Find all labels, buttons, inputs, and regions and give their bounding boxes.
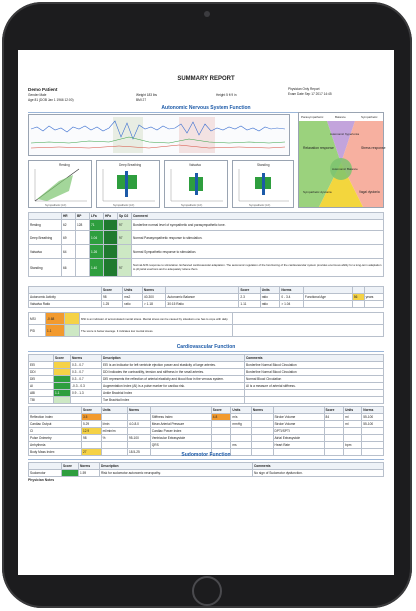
ans-scores-table (28, 286, 384, 308)
score-header: Units (101, 407, 127, 414)
cardio-table (28, 354, 384, 404)
score-value: 98 (102, 294, 123, 301)
psy-comment: The score is below average. It indicates low mental stress. (80, 325, 233, 337)
balance-label-vagal: Vagal dystonia (359, 190, 380, 194)
score-units (344, 428, 362, 435)
ans-cell (76, 231, 90, 245)
score-header: Units (123, 287, 143, 294)
ans-cell (104, 231, 118, 245)
score-norms (362, 442, 384, 449)
score-value (211, 428, 231, 435)
patient-bmi: BMI 27 (136, 98, 147, 102)
score-label: Stroke Volume (273, 414, 324, 421)
table-row (29, 383, 384, 390)
front-camera (204, 11, 210, 17)
score-units (344, 435, 362, 442)
section-cardio: Cardiovascular Function (28, 344, 384, 352)
score-value: 4.8 (211, 414, 231, 421)
score-norms: > 1.18 (142, 301, 166, 308)
sudo-header (29, 463, 62, 470)
ans-row-label: Deep Breathing (29, 231, 62, 245)
score-norms (127, 414, 150, 421)
balance-label-autobal: Autonomic Balance (332, 167, 358, 171)
score-label: Arrhythmia (29, 442, 82, 449)
mini-title: Standing (257, 163, 270, 167)
ans-cell: 97 (118, 220, 132, 231)
balance-label-para: Parasympathetic (301, 115, 324, 119)
ans-cell: 69 (62, 231, 76, 245)
psy-table (28, 312, 384, 337)
score-header (166, 287, 239, 294)
functional-age-label: Functional Age (303, 294, 352, 301)
ans-header: LFa (90, 213, 104, 220)
score-value: 1.11 (239, 301, 260, 308)
ans-cell (104, 220, 118, 231)
patient-height: Height 5 ft 9 in (216, 93, 237, 97)
cardio-comment: Normal Blood Circulation (245, 376, 384, 383)
score-label: QRS (150, 442, 211, 449)
score-header (364, 287, 383, 294)
mini-chart-standing (232, 160, 294, 208)
score-header (29, 287, 102, 294)
sudo-label: Sudomotor (29, 470, 62, 477)
table-row (29, 369, 384, 376)
table-row (29, 376, 384, 383)
ans-cell (118, 245, 132, 259)
score-value: 12.9 (82, 428, 102, 435)
score-units: ratio (123, 301, 143, 308)
mini-svg-valsalva (165, 161, 227, 207)
score-value (324, 421, 344, 428)
score-value: 1.25 (102, 301, 123, 308)
ans-row-label: Standing (29, 259, 62, 277)
autonomic-balance-chart (298, 112, 384, 208)
ans-cell: 1.40 (90, 259, 104, 277)
score-label (303, 301, 352, 308)
mini-svg-deep (97, 161, 159, 207)
score-header (352, 287, 364, 294)
score-norms: 18.5-25 (127, 449, 150, 456)
psy-comment: MSI is an indicator of accumulated mental stress. Mental stress can be caused by situations one has to cope with daily. (80, 313, 233, 325)
cardio-norms: 0.3 - 0.7 (71, 369, 102, 376)
score-units: mmHg (231, 421, 251, 428)
ans-cell (76, 245, 90, 259)
cardio-norms: 0.3 - 0.7 (71, 376, 102, 383)
cardio-desc: DEI represents the reflection of arterial elasticity and blood flow in the venous system. (102, 376, 245, 383)
ans-comment: Borderline normal level of sympathetic and parasympathetic tone. (132, 220, 384, 231)
score-norms (362, 435, 384, 442)
patient-gender: Gender Male (28, 93, 47, 97)
ans-row-label: Valsalva (29, 245, 62, 259)
ans-comment: Normal ANS response to stimulation. Enhanced cardiovascular adaptation. The autonomic regulation of the functioning of the cardiovascular system provides enormous ability for a long-term adaptation to physical exertions and to adequately relieve them. (132, 259, 384, 277)
score-value: 5.29 (82, 421, 102, 428)
score-label: Reflection Index (29, 414, 82, 421)
score-label: Cardiac Power Index (150, 428, 211, 435)
ans-cell: 128 (76, 220, 90, 231)
ans-table (28, 212, 384, 277)
mini-title: Deep Breathing (119, 163, 142, 167)
score-norms: 0 - 3.4 (280, 294, 304, 301)
score-value (352, 301, 364, 308)
cardio-comment: Borderline Normal Blood Circulation (245, 362, 384, 369)
functional-age-units: years (364, 294, 383, 301)
score-header: Units (231, 407, 251, 414)
ans-cell: 97 (118, 259, 132, 277)
score-value (324, 435, 344, 442)
report-screen (18, 50, 394, 575)
cardio-desc: EEI is an indicator for left ventricle ejection power and elasticity of large arteries. (102, 362, 245, 369)
sudo-desc: Risk for sudomotor autonomic neuropathy. (100, 470, 253, 477)
score-header: Score (82, 407, 102, 414)
psy-label: MSI (29, 313, 46, 325)
score-header: Norms (251, 407, 273, 414)
cardio-score (54, 369, 71, 376)
ans-cell: 71 (90, 220, 104, 231)
score-units: ml/min/m (101, 428, 127, 435)
cardio-norms: -0.3 - 0.3 (71, 383, 102, 390)
sudo-table (28, 462, 384, 477)
score-norms: > 1.04 (280, 301, 304, 308)
score-label: Mean Arterial Pressure (150, 421, 211, 428)
physician-label: Physician Only Report (288, 87, 320, 91)
score-norms (127, 442, 150, 449)
exam-date: Exam Date Sep 17 2017 14:45 (288, 92, 332, 96)
cardio-label: DEI (29, 376, 54, 383)
score-header: Score (102, 287, 123, 294)
cardio-label: TBI (29, 397, 54, 404)
cardio-comment (245, 390, 384, 397)
score-header (273, 407, 324, 414)
score-norms (362, 428, 384, 435)
table-row (29, 245, 384, 259)
cardio-comment: Borderline Normal Blood Circulation (245, 369, 384, 376)
score-label: Stroke Volume (273, 421, 324, 428)
patient-weight: Weight 183 lbs (136, 93, 158, 97)
table-row (29, 470, 384, 477)
report-title: SUMMARY REPORT (177, 76, 235, 82)
cardio-score (54, 397, 71, 404)
score-units: ms2 (123, 294, 143, 301)
score-header: Units (344, 407, 362, 414)
tablet-frame (2, 2, 412, 608)
ans-row-label: Resting (29, 220, 62, 231)
hrv-trace-chart (28, 114, 290, 156)
ans-cell: 62 (62, 220, 76, 231)
score-norms (251, 414, 273, 421)
score-units: ml (344, 414, 362, 421)
table-row (29, 428, 384, 435)
psy-detail (233, 313, 384, 325)
cardio-score (54, 383, 71, 390)
table-row (29, 421, 384, 428)
cardio-norms (71, 397, 102, 404)
table-row (29, 259, 384, 277)
score-value: 3.5 (82, 414, 102, 421)
cardio-desc: Ankle Brachial Index (102, 390, 245, 397)
score-header: Score (211, 407, 231, 414)
cardio-header: Norms (71, 355, 102, 362)
ans-header (29, 213, 62, 220)
mini-axis: Sympathetic (LF) (45, 203, 67, 207)
home-button[interactable] (192, 576, 222, 606)
score-value (324, 428, 344, 435)
score-header (303, 287, 352, 294)
ans-comment: Normal Sympathetic response to stimulation. (132, 245, 384, 259)
score-units (231, 435, 251, 442)
score-label: 30:15 Ratio (166, 301, 239, 308)
score-units: ratio (260, 294, 280, 301)
sudo-comment: No sign of Sudomotor dysfunction. (253, 470, 384, 477)
score-header: Score (239, 287, 260, 294)
balance-label-relax: Relaxation response (303, 146, 334, 150)
score-norms: 55-100 (362, 421, 384, 428)
ans-cell (104, 259, 118, 277)
mini-title: Resting (59, 163, 70, 167)
cardio-score (54, 376, 71, 383)
score-label: Cardiac Output (29, 421, 82, 428)
sudo-score (62, 470, 79, 477)
score-value (211, 442, 231, 449)
score-header: Units (260, 287, 280, 294)
table-row (29, 301, 384, 308)
score-header: Norms (362, 407, 384, 414)
score-units: ml (344, 421, 362, 428)
ans-header: Sp O2 (118, 213, 132, 220)
ans-header: Comment (132, 213, 384, 220)
mini-chart-resting (28, 160, 92, 208)
score-header: Norms (142, 287, 166, 294)
psy-value: -0.68 (46, 313, 65, 325)
ans-header: HFa (104, 213, 118, 220)
sudo-header: Norms (79, 463, 100, 470)
score-value: 84 (324, 414, 344, 421)
score-label: Pulse Oximetry (29, 435, 82, 442)
score-units (101, 442, 127, 449)
table-row (29, 414, 384, 421)
patient-name: Demo Patient (28, 87, 58, 92)
sudo-header: Comments (253, 463, 384, 470)
score-label: Autonomic Activity (29, 294, 102, 301)
cardio-label: EEI (29, 362, 54, 369)
cardio-desc: Augmentation Index (AI) is a pulse marker for cardiac risk. (102, 383, 245, 390)
ans-header: HR (62, 213, 76, 220)
score-norms: 4.0-8.0 (127, 421, 150, 428)
score-label: Valsalva Ratio (29, 301, 102, 308)
score-label: Autonomic Balance (166, 294, 239, 301)
score-header (150, 407, 211, 414)
score-units (231, 428, 251, 435)
score-value: 27 (82, 449, 102, 456)
patient-dob: Age 81 (DOB Jan 1 1966 12:00) (28, 98, 74, 102)
cardio-label: AI (29, 383, 54, 390)
table-row (29, 325, 384, 337)
balance-label-sym: Sympathetic (361, 115, 378, 119)
psy-label: PSI (29, 325, 46, 337)
score-norms (251, 428, 273, 435)
cardio-header: Score (54, 355, 71, 362)
sudo-header: Description (100, 463, 253, 470)
mini-title: Valsalva (189, 163, 201, 167)
table-row (29, 220, 384, 231)
score-units: ratio (260, 301, 280, 308)
psy-value: 1.1 (46, 325, 65, 337)
mini-svg-standing (233, 161, 293, 207)
section-sudomotor: Sudomotor Function (28, 452, 384, 460)
sudo-header: Score (62, 463, 79, 470)
table-row (29, 362, 384, 369)
score-units: ms (231, 442, 251, 449)
mini-axis: Sympathetic (LF) (113, 203, 135, 207)
score-units: m/s (231, 414, 251, 421)
balance-svg (299, 113, 386, 207)
score-units: l/min (101, 421, 127, 428)
mini-axis: Sympathetic (LF) (181, 203, 203, 207)
balance-label-bal: Balance (335, 115, 346, 119)
table-row (29, 294, 384, 301)
cardio-label: ABI (29, 390, 54, 397)
ans-cell: 1.26 (90, 245, 104, 259)
cardio-desc: DDI indicates the contractility, tension and stiffness in the small arteries. (102, 369, 245, 376)
score-label: Stiffness Index (150, 414, 211, 421)
score-label: Heart Rate (273, 442, 324, 449)
mini-axis: Sympathetic (LF) (249, 203, 271, 207)
cardio-header: Comments (245, 355, 384, 362)
score-header (29, 407, 82, 414)
table-row (29, 231, 384, 245)
cardio-score: 1.1 (54, 390, 71, 397)
score-header: Score (324, 407, 344, 414)
score-units (364, 301, 383, 308)
score-label: Atrial Extrasystole (273, 435, 324, 442)
ans-cell: 64 (62, 245, 76, 259)
score-header: Norms (127, 407, 150, 414)
functional-age-value: 56 (352, 294, 364, 301)
table-row (29, 390, 384, 397)
hrv-trace-svg (29, 115, 289, 155)
ans-comment: Normal Parasympathetic response to stimulation. (132, 231, 384, 245)
cardio-comment (245, 397, 384, 404)
ans-cell (76, 259, 90, 277)
balance-label-stress: Stress response (361, 146, 386, 150)
cardio-score (54, 362, 71, 369)
psy-level (65, 313, 80, 325)
footer-brand: Physician Notes (28, 478, 55, 482)
balance-label-symdys: Sympathetic dystonia (303, 190, 332, 194)
cardio-header: Description (102, 355, 245, 362)
score-value (324, 442, 344, 449)
score-header: Norms (280, 287, 304, 294)
score-label: Ventricular Extrasystole (150, 435, 211, 442)
score-units: % (101, 435, 127, 442)
ans-cell: 66 (62, 259, 76, 277)
ans-header: BP (76, 213, 90, 220)
score-norms (127, 428, 150, 435)
cardio-desc: Toe Brachial Index (102, 397, 245, 404)
score-label: CI (29, 428, 82, 435)
score-norms (251, 435, 273, 442)
score-value: 98 (82, 435, 102, 442)
balance-label-hyper: Autonomic hypertonia (330, 132, 360, 136)
score-value (211, 421, 231, 428)
section-ans: Autonomic Nervous System Function (28, 105, 384, 113)
psy-detail (233, 325, 384, 337)
score-label: Body Mass Index (29, 449, 82, 456)
table-row (29, 435, 384, 442)
score-norms: 55-100 (362, 414, 384, 421)
score-value (211, 435, 231, 442)
score-norms (251, 421, 273, 428)
psy-level (65, 325, 80, 337)
score-units: bpm (344, 442, 362, 449)
sudo-norms: 1.59 (79, 470, 100, 477)
cardio-header (29, 355, 54, 362)
mini-chart-valsalva (164, 160, 228, 208)
score-norms: 95-100 (127, 435, 150, 442)
cardio-norms: 0.3 - 0.7 (71, 362, 102, 369)
ans-cell (104, 245, 118, 259)
mini-chart-deep-breathing (96, 160, 160, 208)
table-row (29, 442, 384, 449)
ans-cell: 1.04 (90, 231, 104, 245)
table-row (29, 397, 384, 404)
score-norms (251, 442, 273, 449)
cardio-scores-table (28, 406, 384, 456)
score-units (101, 414, 127, 421)
cardio-norms: 0.9 - 1.3 (71, 390, 102, 397)
score-norms: 40-300 (142, 294, 166, 301)
table-row (29, 313, 384, 325)
score-label: DPTI/SPTI (273, 428, 324, 435)
ans-cell: 97 (118, 231, 132, 245)
mini-svg-resting (29, 161, 91, 207)
cardio-comment: AI is a measure of arterial stiffness. (245, 383, 384, 390)
cardio-label: DDI (29, 369, 54, 376)
score-value: 2.3 (239, 294, 260, 301)
score-value (82, 442, 102, 449)
